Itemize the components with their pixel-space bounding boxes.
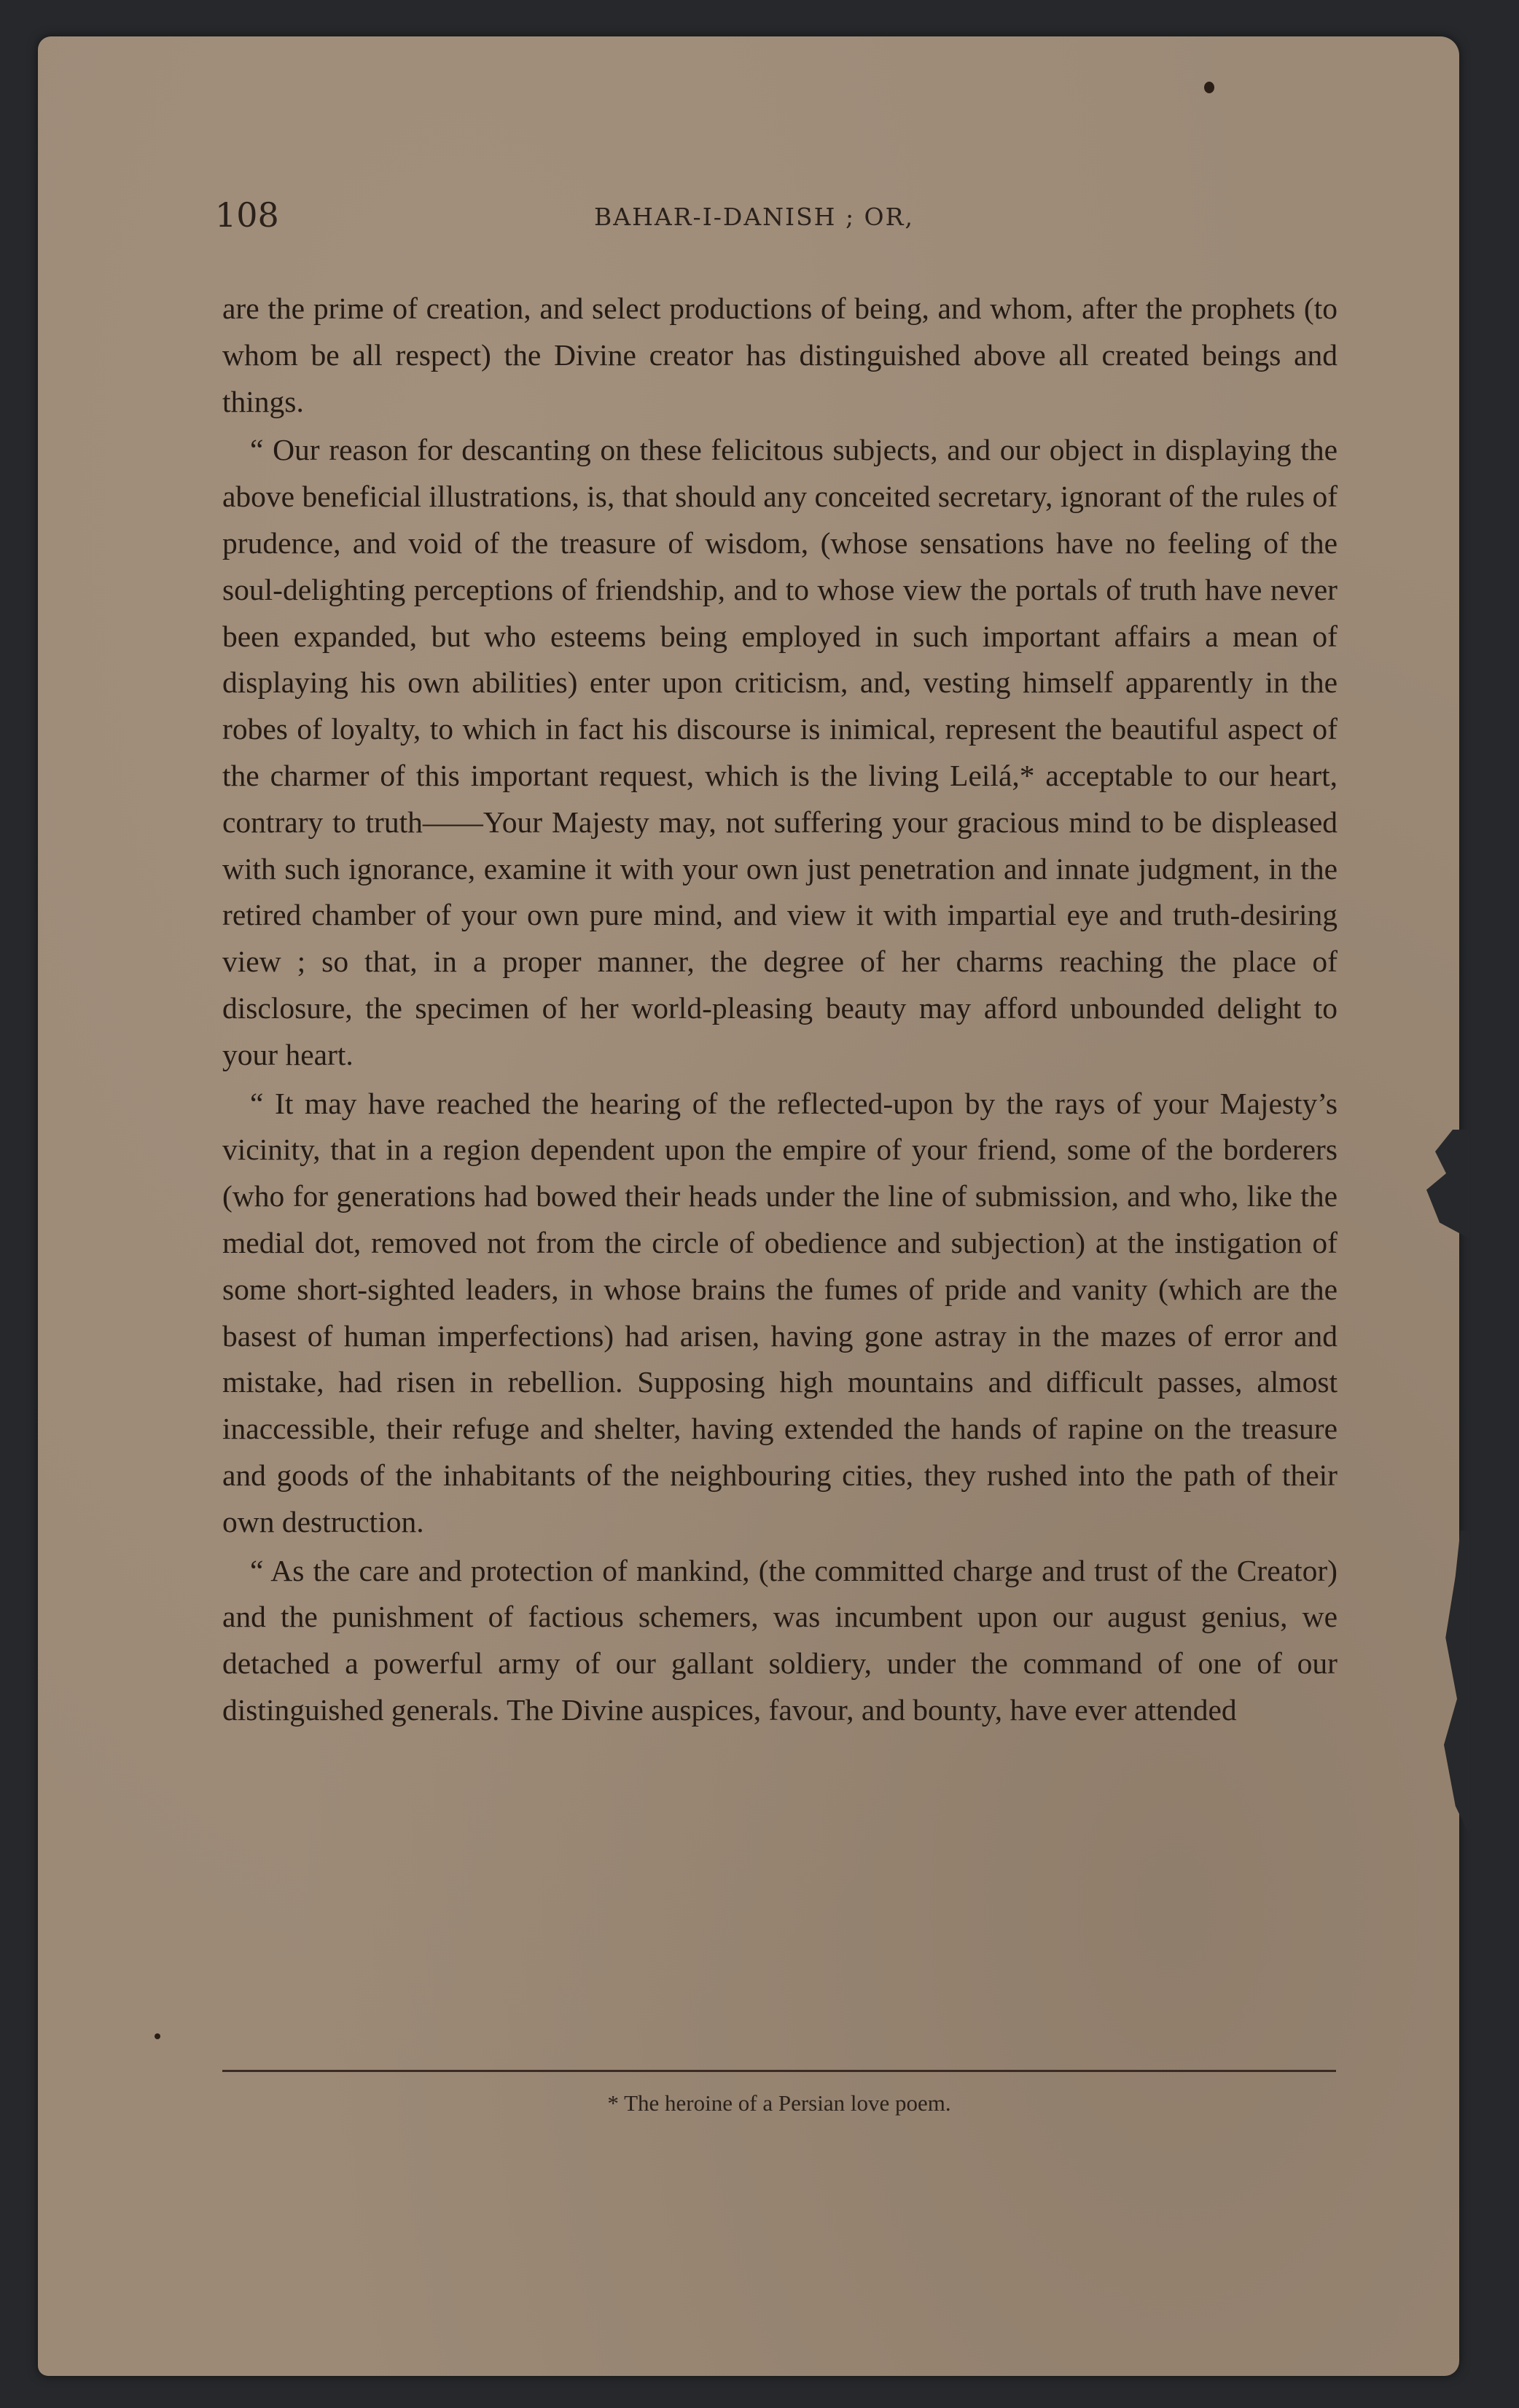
page-number: 108 (215, 195, 279, 235)
footnote-rule (222, 2070, 1336, 2072)
footnote: * The heroine of a Persian love poem. (607, 2090, 951, 2116)
body-text (222, 286, 1338, 1736)
ink-spot (1204, 82, 1214, 93)
ink-spot (155, 2033, 160, 2039)
paragraph: are the prime of creation, and select productions of being, and whom, after the prophets (to whom be all respect) the Divine creator has distinguished above all created beings and things. (222, 292, 1338, 418)
page-header (215, 195, 1338, 239)
paragraph: “ As the care and protection of mankind, (the committed charge and trust of the Creator) and the punishment of factious schemers, was incumbent upon our august genius, we detached a powerful army of our gallant soldiery, under the command of one of our distinguished generals. The Divine auspices, favour, and bounty, have ever attended (222, 1553, 1338, 1727)
paragraph: “ It may have reached the hearing of the reflected-upon by the rays of your Majesty’s vicinity, that in a region dependent upon the empire of your friend, some of the borderers (who for generations had bowed their heads under the line of submission, and who, like the medial dot, removed not from the circle of obedience and subjection) at the instigation of some short-sighted leaders, in whose brains the fumes of pride and vanity (which are the basest of human imperfections) had arisen, having gone astray in the mazes of error and mistake, had risen in rebellion. Supposing high mountains and difficult passes, almost inaccessible, their refuge and shelter, having extended the hands of rapine on the treasure and goods of the inhabitants of the neighbouring cities, they rushed into the path of their own destruction. (222, 1086, 1338, 1539)
page-tear-right (1426, 1130, 1470, 1239)
paragraph: “ Our reason for descanting on these felicitous subjects, and our object in displaying the above beneficial illustrations, is, that should any conceited secretary, ignorant of the rules of prudence, and void of the treasure of wisdom, (whose sensations have no feeling of the soul-delighting perceptions of friendship, and to whose view the portals of truth have never been expanded, but who esteems being employed in such important affairs a mean of displaying his own abilities) enter upon criticism, and, vesting himself apparently in the robes of loyalty, to which in fact his discourse is inimical, represent the beautiful aspect of the charmer of this important request, which is the living Leilá,* acceptable to our heart, contrary to truth——Your Majesty may, not suffering your gracious mind to be displeased with such ignorance, examine it with your own just penetration and innate judgment, in the retired chamber of your own pure mind, and view it with impartial eye and truth-desiring view ; so that, in a proper manner, the degree of her charms reaching the place of disclosure, the specimen of her world-pleasing beauty may afford unbounded delight to your heart. (222, 433, 1338, 1071)
page-tear-right-lower (1437, 1531, 1470, 1837)
running-title: BAHAR-I-DANISH ; OR, (594, 203, 914, 231)
